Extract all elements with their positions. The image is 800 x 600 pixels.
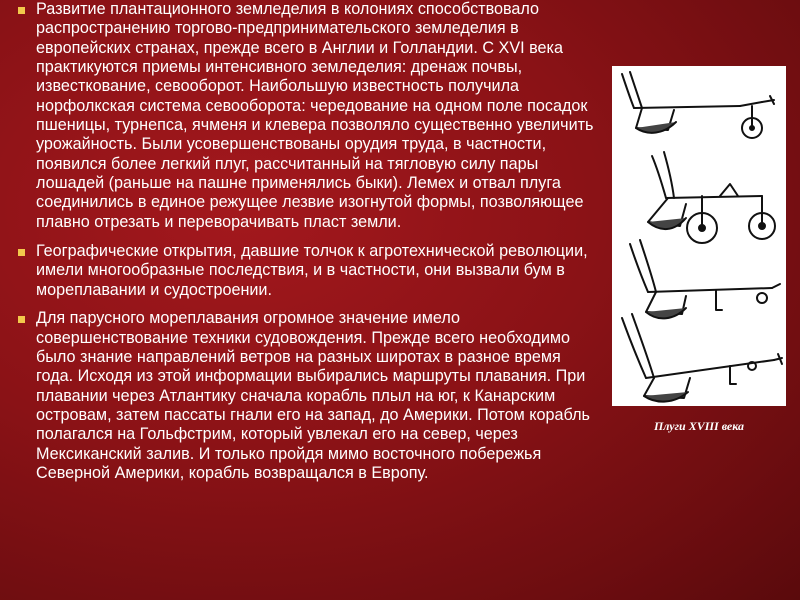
plow-drawing-2 (648, 152, 775, 243)
bullet-marker (18, 249, 25, 256)
paragraph-geographic-discoveries (8, 242, 598, 300)
paragraph-text: Развитие плантационного земледелия в колониях способствовало распространению торгово-предпринимательского земледелия в европейских странах, прежде всего в Англии и Голландии. С XVI века практикуются приемы интенсивного земледелия: дренаж почвы, известкование, севооборот. Наибольшую известность получила норфолкская система севооборота: чередование на одном поле посадок пшеницы, турнепса, ячменя и клевера позволяло существенно увеличить урожайность. Были усовершенствованы орудия труда, в частности, появился более легкий плуг, рассчитанный на тягловую силу пары лошадей (раньше на пашне применялись быки). Лемех и отвал плуга соединились в единое режущее лезвие изогнутой формы, позволяющее плавно отрезать и переворачивать пласт земли. (36, 0, 594, 231)
paragraph-navigation (8, 309, 598, 483)
plow-drawing-3 (630, 240, 780, 318)
paragraph-text: Для парусного мореплавания огромное значение имело совершенствование техники судовождения. Прежде всего необходимо было знание направлений ветров на разных широтах в разное время года. Исходя из этой информации выбирались маршруты плавания. При плавании через Атлантику сначала корабль плыл на юг, к Канарским островам, затем пассаты гнали его на запад, до Америки. Потом корабль полагался на Гольфстрим, который увлекал его на север, через Мексиканский залив. И только пройдя мимо восточного побережья Северной Америки, корабль возвращался в Европу. (36, 309, 590, 482)
plow-drawing-4 (622, 314, 782, 402)
bullet-marker (18, 316, 25, 323)
text-column (8, 0, 598, 483)
plow-drawing-1 (622, 72, 774, 138)
figure-caption: Плуги XVIII века (653, 419, 745, 433)
plows-illustration (612, 66, 786, 406)
paragraph-plantation-farming (8, 0, 598, 232)
bullet-marker (18, 7, 25, 14)
paragraph-text: Географические открытия, давшие толчок к агротехнической революции, имели многообразные последствия, и в частности, они вызвали бум в мореплавании и судостроении. (36, 242, 588, 299)
plows-drawing (612, 66, 786, 406)
